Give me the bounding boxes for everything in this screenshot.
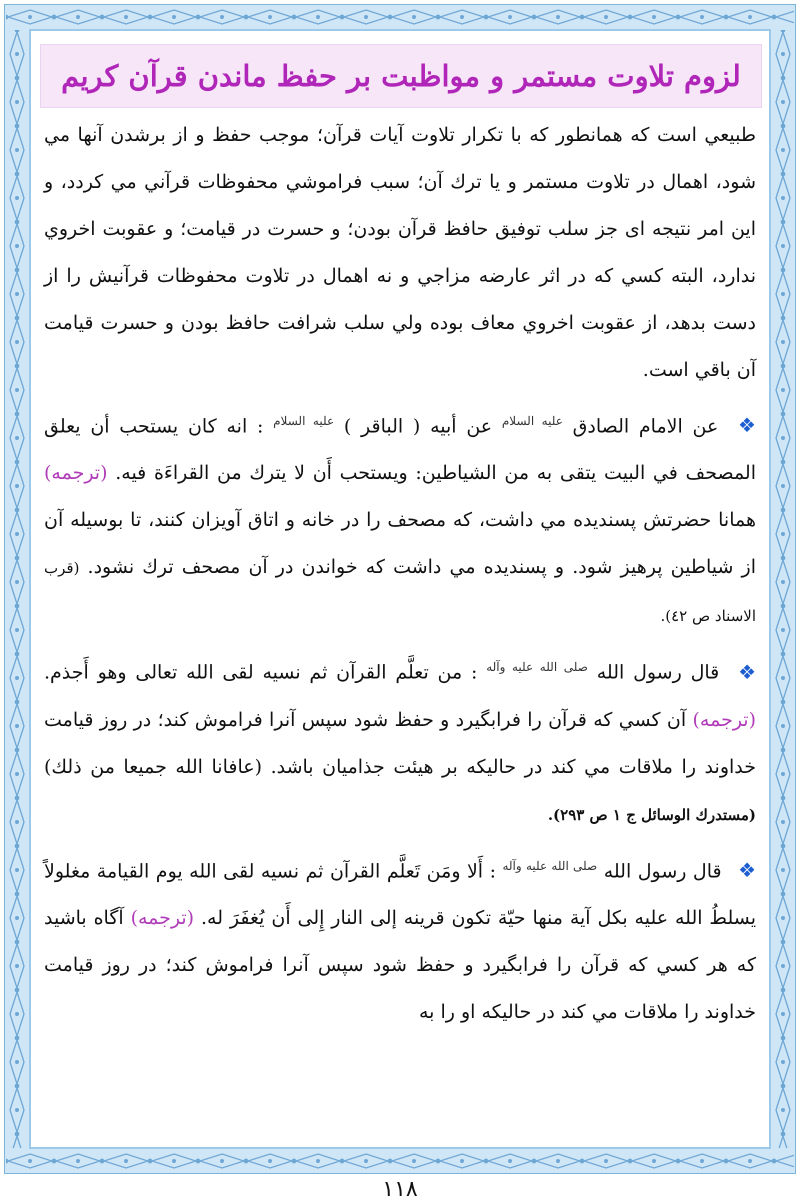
hadith-text-part: عن أبيه ( الباقر )	[343, 415, 493, 438]
dua-text: (عافانا الله جميعا من ذلك)	[44, 755, 262, 778]
translation-text: آن كسي كه قرآن را فرابگيرد و حفظ شود سپس آنرا فراموش كند؛ در روز قيامت خداوند را ملاقات مي كند در حاليكه بر هيئت جذاميان باشد.	[44, 708, 756, 778]
honorific-ligature: صلى الله عليه وآله	[486, 660, 588, 675]
paragraph-intro: طبيعي است كه همانطور كه با تكرار تلاوت آيات قرآن؛ موجب حفظ و از برشدن آنها مي شود، اهمال در تلاوت مستمر و يا ترك آن؛ سبب فراموشي محفوظات قرآني مي كردد، و اين امر نتيجه اى جز سلب توفيق حافظ قرآن بودن؛ و حسرت در قيامت؛ و عقوبت اخروي ندارد، البته كسي كه در اثر عارضه مزاجي و نه اهمال در تلاوت محفوظات قرآنيش را از دست بدهد، از عقوبت اخروي معاف بوده ولي سلب شرافت حافظ بودن و حسرت قيامت آن باقي است.	[44, 124, 756, 381]
diamond-chain-ornament-icon	[774, 30, 792, 1148]
paragraph-hadith-prophet-2	[44, 843, 756, 1036]
border-pattern-bottom	[6, 1152, 794, 1170]
diamond-chain-ornament-icon	[6, 1152, 794, 1170]
border-pattern-left	[8, 30, 26, 1148]
source-reference: (قرب الاسناد ص ٤٢).	[44, 559, 756, 626]
translation-label: (ترجمه)	[130, 906, 195, 929]
blue-diamond-bullet-icon: ❖	[738, 659, 757, 684]
hadith-text: : أَلا ومَن تَعلَّم القرآن ثم نسيه لقى الله يوم القيامة مغلولاً يسلطُ الله عليه بكل آية منها حيّة تكون قرينه إلى النار إِلى أَن يُغفَرَ له.	[44, 859, 756, 929]
hadith-text: : من تعلَّم القرآن ثم نسيه لقى الله تعالى وهو أَجذم.	[44, 661, 478, 684]
diamond-chain-ornament-icon	[8, 30, 26, 1148]
hadith-text-part: قال رسول الله	[603, 859, 722, 882]
honorific-ligature: عليه السلام	[273, 414, 335, 428]
translation-text: همانا حضرتش پسنديده مي داشت، كه مصحف را در خانه و اتاق آويزان كنند، تا بوسيله آن از شياطين پرهيز شود. و پسنديده مي داشت كه خواندن در آن مصحف ترك نشود.	[44, 509, 757, 579]
hadith-text-part: عن الامام الصادق	[572, 415, 719, 438]
page-body	[44, 112, 756, 1036]
paragraph-hadith-prophet-1	[44, 644, 756, 838]
page-title: لزوم تلاوت مستمر و مواظبت بر حفظ ماندن قرآن كريم	[61, 59, 741, 93]
diamond-chain-ornament-icon	[6, 8, 794, 26]
blue-diamond-bullet-icon: ❖	[738, 857, 757, 882]
title-banner	[40, 44, 762, 108]
translation-text: آگاه باشيد كه هر كسي كه قرآن را فرابگيرد و حفظ شود سپس آنرا فراموش كند؛ در روز قيامت خداوند را ملاقات مي كند در حاليكه او را به	[44, 906, 756, 1023]
translation-label: (ترجمه)	[44, 462, 108, 485]
blue-diamond-bullet-icon: ❖	[738, 413, 756, 438]
honorific-ligature: عليه السلام	[501, 414, 563, 428]
source-reference: (مستدرك الوسائل ج ١ ص ٢٩٣).	[547, 805, 756, 824]
paragraph-hadith-sadiq	[44, 398, 756, 640]
hadith-text: : انه كان يستحب أن يعلق المصحف في البيت يتقى به من الشياطين: ويستحب أَن لا يترك من القراءَة فيه.	[44, 415, 756, 485]
border-pattern-top	[6, 8, 794, 26]
translation-label: (ترجمه)	[692, 708, 756, 731]
page-number: ١١٨	[382, 1177, 418, 1202]
honorific-ligature: صلى الله عليه وآله	[502, 858, 598, 873]
border-pattern-right	[774, 30, 792, 1148]
hadith-text-part: قال رسول الله	[596, 661, 720, 684]
